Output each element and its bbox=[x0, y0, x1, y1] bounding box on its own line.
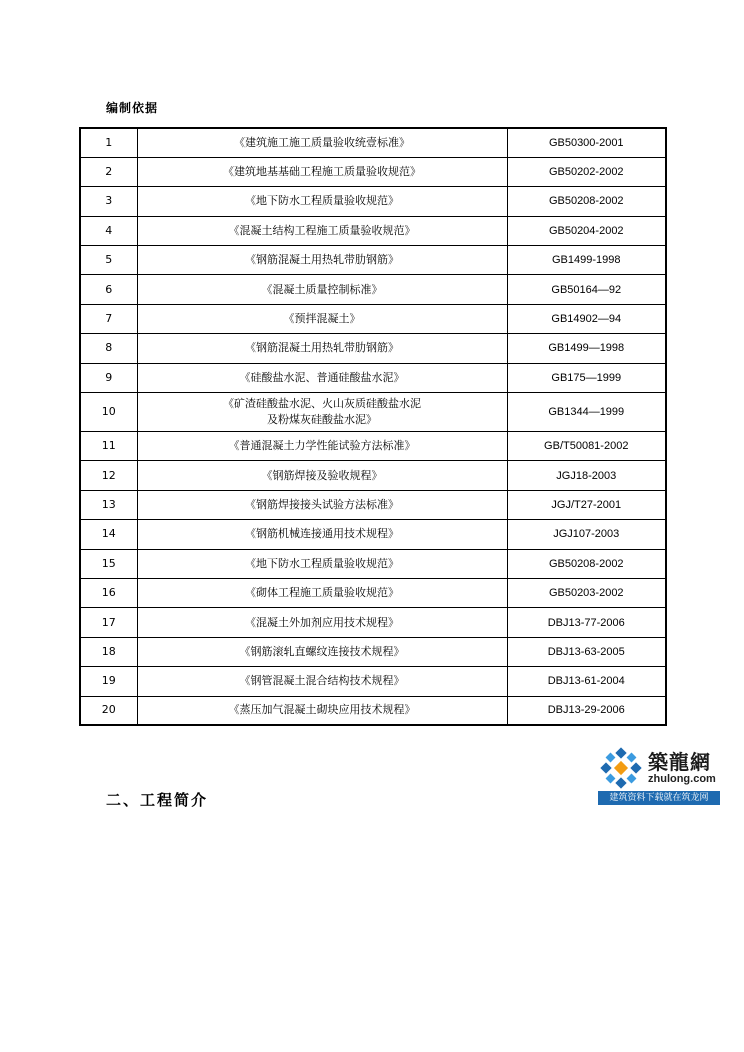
standard-title: 《钢管混凝土混合结构技术规程》 bbox=[137, 667, 507, 696]
standard-code: DBJ13-77-2006 bbox=[507, 608, 666, 637]
row-number: 20 bbox=[80, 696, 137, 725]
table-row bbox=[80, 246, 666, 275]
standard-code: GB50208-2002 bbox=[507, 187, 666, 216]
standard-title: 《钢筋焊接及验收规程》 bbox=[137, 461, 507, 490]
standard-code: JGJ107-2003 bbox=[507, 520, 666, 549]
standard-title-line-2: 及粉煤灰硅酸盐水泥》 bbox=[267, 413, 377, 427]
table-row bbox=[80, 608, 666, 637]
table-row bbox=[80, 432, 666, 461]
row-number: 3 bbox=[80, 187, 137, 216]
standard-title: 《钢筋混凝土用热轧带肋钢筋》 bbox=[137, 246, 507, 275]
standard-title bbox=[137, 393, 507, 432]
standard-code: GB175—1999 bbox=[507, 363, 666, 392]
logo-tagline: 建筑资料下载就在筑龙网 bbox=[598, 791, 720, 805]
row-number: 2 bbox=[80, 157, 137, 186]
row-number: 16 bbox=[80, 578, 137, 607]
table-row bbox=[80, 157, 666, 186]
table-row bbox=[80, 393, 666, 432]
section-title: 二、工程简介 bbox=[106, 791, 209, 809]
table-row bbox=[80, 216, 666, 245]
standard-title: 《混凝土质量控制标准》 bbox=[137, 275, 507, 304]
table-row bbox=[80, 334, 666, 363]
standards-table bbox=[79, 127, 667, 726]
row-number: 8 bbox=[80, 334, 137, 363]
row-number: 6 bbox=[80, 275, 137, 304]
standard-title: 《硅酸盐水泥、普通硅酸盐水泥》 bbox=[137, 363, 507, 392]
row-number: 1 bbox=[80, 128, 137, 157]
standard-code: GB50202-2002 bbox=[507, 157, 666, 186]
standard-title: 《地下防水工程质量验收规范》 bbox=[137, 549, 507, 578]
standard-title: 《地下防水工程质量验收规范》 bbox=[137, 187, 507, 216]
standard-title: 《钢筋机械连接通用技术规程》 bbox=[137, 520, 507, 549]
standard-code: DBJ13-29-2006 bbox=[507, 696, 666, 725]
logo-domain: zhulong.com bbox=[648, 773, 716, 785]
standard-code: GB14902—94 bbox=[507, 304, 666, 333]
standard-code: GB50300-2001 bbox=[507, 128, 666, 157]
standard-code: GB50203-2002 bbox=[507, 578, 666, 607]
standard-code: GB1344—1999 bbox=[507, 393, 666, 432]
table-row bbox=[80, 461, 666, 490]
row-number: 14 bbox=[80, 520, 137, 549]
row-number: 4 bbox=[80, 216, 137, 245]
standard-title: 《预拌混凝土》 bbox=[137, 304, 507, 333]
table-row bbox=[80, 304, 666, 333]
row-number: 15 bbox=[80, 549, 137, 578]
standard-code: GB1499-1998 bbox=[507, 246, 666, 275]
row-number: 7 bbox=[80, 304, 137, 333]
table-row bbox=[80, 490, 666, 519]
standard-title: 《建筑地基基础工程施工质量验收规范》 bbox=[137, 157, 507, 186]
standard-title: 《混凝土外加剂应用技术规程》 bbox=[137, 608, 507, 637]
standard-code: GB50204-2002 bbox=[507, 216, 666, 245]
table-row bbox=[80, 578, 666, 607]
standard-title: 《钢筋焊接接头试验方法标准》 bbox=[137, 490, 507, 519]
table-row bbox=[80, 637, 666, 666]
standard-code: GB50164—92 bbox=[507, 275, 666, 304]
snowflake-icon bbox=[600, 747, 642, 789]
table-row bbox=[80, 275, 666, 304]
standard-title-line-1: 《矿渣硅酸盐水泥、火山灰质硅酸盐水泥 bbox=[223, 397, 421, 411]
standard-code: JGJ18-2003 bbox=[507, 461, 666, 490]
standard-title: 《钢筋滚轧直螺纹连接技术规程》 bbox=[137, 637, 507, 666]
logo-name: 築龍網 bbox=[648, 750, 711, 774]
standard-title: 《普通混凝土力学性能试验方法标准》 bbox=[137, 432, 507, 461]
row-number: 10 bbox=[80, 393, 137, 432]
row-number: 13 bbox=[80, 490, 137, 519]
table-row bbox=[80, 696, 666, 725]
standard-code: DBJ13-63-2005 bbox=[507, 637, 666, 666]
standard-code: GB/T50081-2002 bbox=[507, 432, 666, 461]
standard-code: GB1499—1998 bbox=[507, 334, 666, 363]
standard-title: 《蒸压加气混凝土砌块应用技术规程》 bbox=[137, 696, 507, 725]
table-row bbox=[80, 549, 666, 578]
standard-title: 《建筑施工施工质量验收统壹标准》 bbox=[137, 128, 507, 157]
row-number: 11 bbox=[80, 432, 137, 461]
table-row bbox=[80, 363, 666, 392]
row-number: 12 bbox=[80, 461, 137, 490]
row-number: 18 bbox=[80, 637, 137, 666]
standard-title: 《砌体工程施工质量验收规范》 bbox=[137, 578, 507, 607]
heading-basis: 编制依据 bbox=[106, 101, 159, 115]
zhulong-logo[interactable] bbox=[596, 745, 722, 807]
table-row bbox=[80, 128, 666, 157]
table-row bbox=[80, 520, 666, 549]
standard-code: DBJ13-61-2004 bbox=[507, 667, 666, 696]
row-number: 9 bbox=[80, 363, 137, 392]
row-number: 17 bbox=[80, 608, 137, 637]
row-number: 19 bbox=[80, 667, 137, 696]
standard-title: 《钢筋混凝土用热轧带肋钢筋》 bbox=[137, 334, 507, 363]
standard-code: JGJ/T27-2001 bbox=[507, 490, 666, 519]
standard-code: GB50208-2002 bbox=[507, 549, 666, 578]
row-number: 5 bbox=[80, 246, 137, 275]
table-row bbox=[80, 667, 666, 696]
standard-title: 《混凝土结构工程施工质量验收规范》 bbox=[137, 216, 507, 245]
table-row bbox=[80, 187, 666, 216]
